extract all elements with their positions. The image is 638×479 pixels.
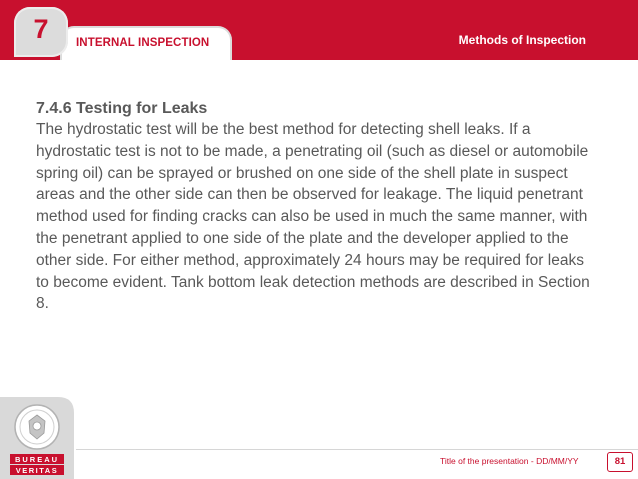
- footer-divider: [76, 449, 638, 450]
- chapter-number: 7: [33, 14, 49, 44]
- page-number: 81: [607, 452, 633, 472]
- logo-graphic: [0, 397, 74, 479]
- slide-content: [36, 98, 596, 315]
- content-body: The hydrostatic test will be the best method for detecting shell leaks. If a hydrostatic test is not to be made, a penetrating oil (such as diesel or automobile spring oil) can be sprayed or brushed on one side of the shell plate in suspect areas and the other side can then be observed for leakage. The liquid penetrant method used for finding cracks can also be used in much the same manner, with the penetrant applied to one side of the plate and the developer applied to the other side. For either method, approximately 24 hours may be required for leaks to become evident. Tank bottom leak detection methods are described in Section 8.: [36, 121, 590, 313]
- section-label: INTERNAL INSPECTION: [76, 37, 210, 49]
- footer-title: Title of the presentation - DD/MM/YY: [440, 456, 579, 466]
- header-bar: [0, 0, 638, 60]
- chapter-badge: [14, 7, 68, 57]
- content-heading: 7.4.6 Testing for Leaks: [36, 100, 208, 117]
- bureau-veritas-logo: [0, 397, 74, 479]
- logo-text-bureau: BUREAU: [14, 455, 60, 464]
- slide-title: Methods of Inspection: [458, 33, 586, 47]
- logo-text-veritas: VERITAS: [15, 466, 59, 475]
- section-tab: [60, 26, 232, 60]
